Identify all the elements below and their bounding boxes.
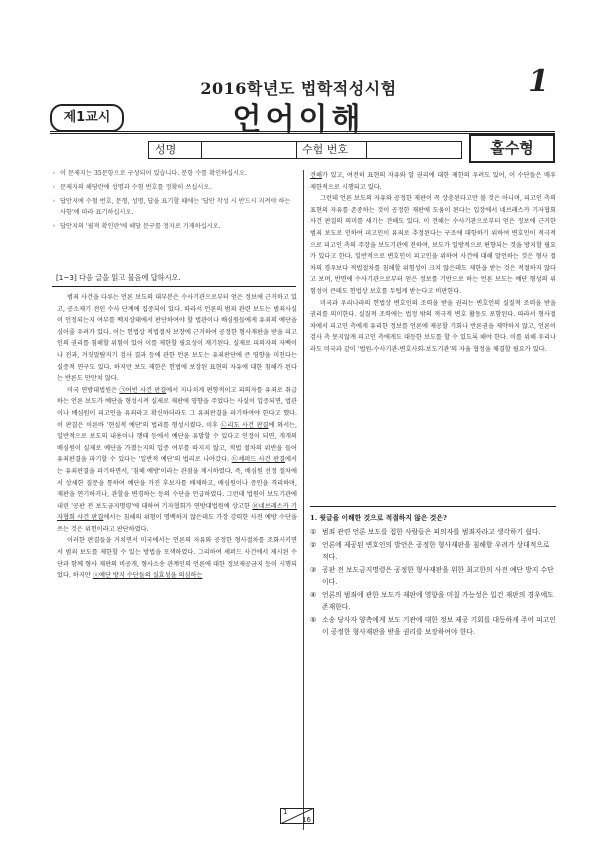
passage-continued bbox=[310, 170, 556, 356]
underlined-phrase: 견해 bbox=[310, 172, 322, 179]
id-label: 수험 번호 bbox=[297, 142, 367, 158]
paragraph: 미국 연방대법원은 ㉠어빈 사건 판결에서 지나치게 편향적이고 피의자를 유죄로 취급하는 언론 보도가 예단을 형성시켜 실제로 재판에 영향을 주었다는 사실이 입증되면, 법관이나 배심원이 피고인을 유죄라고 확신하더라도 그 유죄판결을 파기하여야 한다고 했다. 이 판결은 이른바 '현실적 예단'의 법리를 형성시켰다. 이후 ㉡리도 사건 판결에 와서는, 일반적으로 보도의 내용이나 행태 등에서 예단을 유발할 수 있다고 인정이 되면, 개개의 배심원이 실제로 예단을 가졌는지의 입증 여부를 따지지 않고, 적법 절차의 위반을 들어 유죄판결을 파기할 수 있다는 '일반적 예단'의 법리로 나아갔다. ㉢셰퍼드 사건 판결에서는 유죄판결을 파기하면서, '침해 예방'이라는 관점을 제시하였다. 즉, 배심원 선정 절차에서 상세한 질문을 통하여 예단을 가진 후보자를 배제하고, 배심원이나 증인을 격리하며, 재판을 연기하거나, 관할을 변경하는 등의 수단을 언급하였다. 그런데 법원이 보도기관에 내린 '공판 전 보도금지명령'에 대하여 기자협회가 연방대법원에 상고한 ㉣네브래스카 기자협회 사건 판결에서는 침해의 위험이 명백하지 않은데도 가장 강력한 사전 예방 수단을 쓰는 것은 위헌이라고 판단하였다. bbox=[57, 386, 298, 533]
passage-rule bbox=[52, 286, 296, 287]
answer-choice[interactable]: ③ 공판 전 보도금지명령은 공정한 형사재판을 위한 최고한의 사전 예단 방지 수단이다. bbox=[310, 566, 554, 586]
column-divider bbox=[303, 170, 304, 830]
page-indicator bbox=[280, 808, 314, 824]
underlined-phrase: ⓐ예단 방지 수단들의 실효성을 의심하는 bbox=[92, 572, 203, 580]
total-pages: 16 bbox=[302, 816, 311, 824]
underlined-case: ㉣네브래스카 기자협회 사건 판결 bbox=[57, 502, 297, 522]
underlined-case: ㉡리도 사건 판결 bbox=[220, 421, 269, 429]
instructions bbox=[52, 168, 298, 235]
current-page: 1 bbox=[283, 808, 288, 816]
paragraph: 미국과 우리나라의 헌법상 변호인의 조력을 받을 권리는 변호인의 실질적 조력을 받을 권리를 의미한다. 실질적 조력에는 법정 밖의 적극적 변호 활동도 포함된다. 따라서 형사절차에서 피고인 측에게 유리한 정보를 언론에 제공할 기회나 반론권을 제약하지 않고, 언론이 검사 측 못지않게 피고인 측에게도 대등한 보도를 할 수 있도록 해야 한다. 이를 위해 우리나라도 미국과 같이 '법원-수사기관-변호사회-보도기관'의 자율 협정을 체결할 필요가 있다. bbox=[310, 299, 556, 353]
question-rule bbox=[310, 506, 556, 507]
answer-choice[interactable]: ⑤ 소송 당사자 양측에게 보도 기관에 대한 정보 제공 기회를 대등하게 주어 피고인이 공정한 형사재판을 받을 권리를 보장하여야 한다. bbox=[310, 616, 556, 636]
exam-title: 2016학년도 법학적성시험 bbox=[200, 79, 397, 98]
page-number: 1 bbox=[528, 64, 549, 99]
answer-choice[interactable]: ④ 언론의 범죄에 관한 보도가 재판에 영향을 미칠 가능성은 입건 재판의 경우에도 존재한다. bbox=[310, 591, 554, 611]
instruction-item: ◦ 이 문제지는 35문항으로 구성되어 있습니다. 문항 수를 확인하십시오. bbox=[52, 170, 247, 177]
name-field[interactable] bbox=[202, 142, 297, 158]
instruction-item: ◦ 답안지에 수험 번호, 문형, 성명, 답을 표기할 때에는 '답안 작성 시 반드시 지켜야 하는 사항'에 따라 표기하십시오. bbox=[52, 198, 291, 216]
exam-type-box: 홀수형 bbox=[469, 134, 555, 163]
id-field[interactable] bbox=[367, 142, 461, 158]
question-1 bbox=[310, 512, 556, 639]
passage-heading: [1~3] 다음 글을 읽고 물음에 답하시오. bbox=[56, 273, 181, 282]
passage-body bbox=[57, 292, 297, 582]
underlined-case: ㉠어빈 사건 판결 bbox=[119, 386, 167, 394]
answer-choice[interactable]: ② 언론에 제공된 변호인의 발언은 공정한 형사재판을 침해할 우려가 상대적으로 적다. bbox=[310, 541, 550, 561]
subject-title: 언어이해 bbox=[232, 102, 365, 137]
instruction-item: ◦ 문제지의 해당란에 성명과 수험 번호를 정확히 쓰십시오. bbox=[52, 184, 212, 191]
underlined-case: ㉢셰퍼드 사건 판결 bbox=[231, 456, 286, 464]
paragraph: 이러한 판결들을 거치면서 미국에서는 언론의 자유와 공정한 형사절차를 조화시키면서 범죄 보도를 제한할 수 있는 방법을 모색하였다. 그리하여 셰퍼드 사건에서 제시된 수단과 함께 형사 재판의 비공개, 형사소송 관계인의 언론에 대한 정보제공금지 등이 시행되었다. 하지만 ⓐ예단 방지 수단들의 실효성을 의심하는 bbox=[57, 537, 297, 580]
name-label: 성명 bbox=[149, 142, 202, 158]
paragraph: 범죄 사건을 다루는 언론 보도의 대부분은 수사기관으로부터 얻은 정보에 근거하고 있고, 공소제기 전인 수사 단계에 집중되어 있다. 따라서 언론의 범죄 관련 보도는 범죄사실이 인정되는지 여부를 백지상태에서 판단하여야 할 법관이나 배심원들에게 유죄의 예단을 심어줄 우려가 있다. 이는 헌법상 적법절차 보장에 근거하여 공정한 형사재판을 받을 피고인의 권리를 침해할 위험이 있어 이를 제한할 필요성이 제기된다. 실제로 피의자의 자백이나 전과, 거짓말탐지기 검사 결과 등에 관한 언론 보도는 유죄판단에 큰 영향을 미친다는 실증적 연구도 있다. 하지만 보도 제한은 헌법에 보장된 표현의 자유에 대한 침해가 된다는 반론도 만만치 않다. bbox=[57, 294, 297, 383]
question-stem: 1. 윗글을 이해한 것으로 적절하지 않은 것은? bbox=[310, 514, 447, 522]
period-badge: 제1교시 bbox=[50, 104, 124, 132]
candidate-info-row bbox=[148, 141, 462, 159]
paragraph: 그런데 언론 보도의 자유와 공정한 재판이 꼭 상충된다고만 볼 것은 아니며, 피고인 측의 표현의 자유를 존중하는 것이 공정한 재판에 도움이 된다는 입장에서 네브래스카 기자협회 사건 판결의 의미를 새기는 견해도 있다. 이 견해는 수사기관으로부터 얻은 정보에 근거한 범죄 보도로 인하여 피고인이 유죄로 추정된다는 구조에 대항하기 위하여 변호인이 적극적으로 피고인 측의 주장을 보도기관에 전하여, 보도가 일방적으로 편향되는 것을 방지할 필요가 있다고 한다. 일반적으로 변호인이 피고인을 위하여 사건에 대해 말언하는 것은 형사 절차의 경우보다 적법절차를 침해할 위험성이 크지 않은데도 제한을 받는 것은 적절하지 않다고 보며, 반면에 수사기관으로부터 얻은 정보를 기반으로 하는 언론 보도는 예단 형성의 위험성이 큰데도 헌법상 보호를 두텁게 받는다고 비판한다. bbox=[310, 195, 556, 295]
answer-choice[interactable]: ① 범죄 관련 언론 보도를 접한 사람들은 피의자를 범죄자라고 생각하기 쉽다. bbox=[310, 528, 541, 536]
paragraph: 견해가 있고, 여전히 표현의 자유와 알 권리에 대한 제한의 우려도 있어, 이 수단들은 매우 제한적으로 시행되고 있다. bbox=[310, 172, 556, 191]
instruction-item: ◦ 답안지의 '필적 확인란'에 해당 문구를 정자로 기재하십시오. bbox=[52, 223, 221, 230]
